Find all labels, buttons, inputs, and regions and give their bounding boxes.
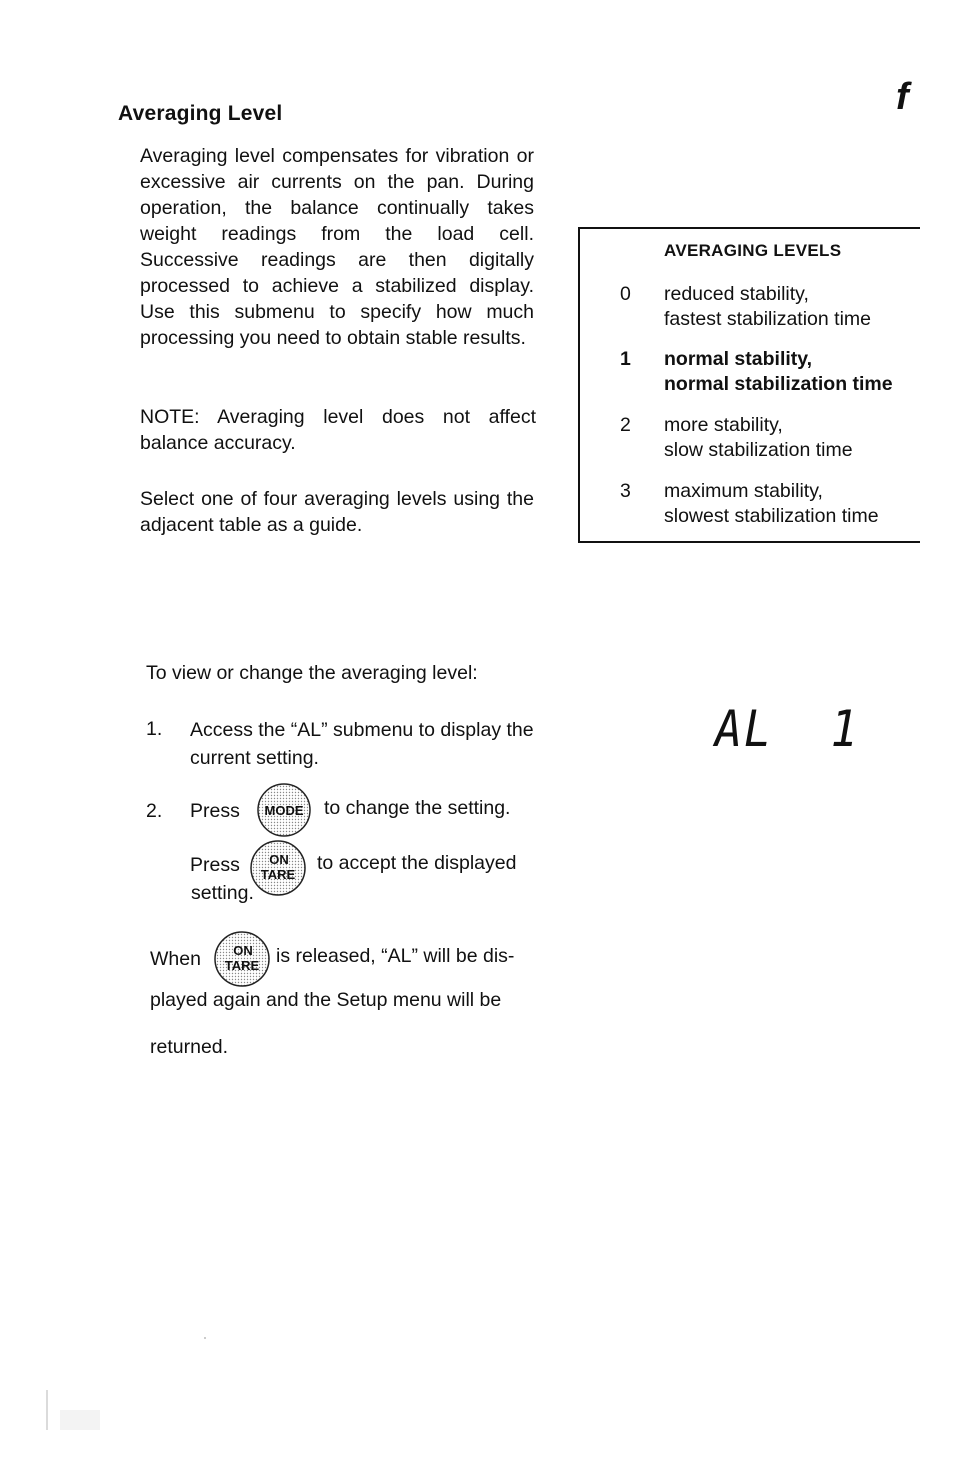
mode-button-icon (255, 782, 313, 843)
step-text: to accept the displayed (317, 852, 517, 874)
press-label: Press (190, 800, 240, 822)
svg-text:MODE: MODE (264, 803, 304, 818)
level-description: more stability, slow stabilization time (664, 414, 853, 461)
step-number: 1. (146, 718, 163, 740)
svg-text:ON: ON (233, 943, 253, 958)
when-text: is released, “AL” will be dis- (276, 945, 515, 967)
level-description: maximum stability, slowest stabilization time (664, 480, 879, 527)
when-text: returned. (150, 1036, 229, 1058)
step-text: to change the setting. (324, 797, 511, 819)
procedure-lead: To view or change the averaging level: (146, 662, 478, 684)
scan-artifact (46, 1390, 48, 1430)
step-text: setting. (191, 882, 254, 904)
on-tare-button-icon (249, 839, 307, 902)
scan-artifact (60, 1410, 100, 1430)
svg-text:TARE: TARE (224, 958, 260, 973)
press-label: Press (190, 854, 240, 876)
when-text: played again and the Setup menu will be (150, 989, 502, 1011)
svg-text:ON: ON (269, 852, 289, 867)
step-text: Access the “AL” submenu to display the current setting. (190, 719, 534, 769)
scan-artifact (204, 1337, 206, 1339)
level-number: 2 (620, 414, 631, 436)
svg-text:TARE: TARE (260, 867, 296, 882)
level-number: 3 (620, 480, 631, 502)
note-paragraph: NOTE: Averaging level does not affect balance accuracy. (140, 406, 536, 454)
when-label: When (150, 948, 201, 970)
averaging-levels-table (578, 227, 920, 543)
step-number: 2. (146, 800, 163, 822)
level-number: 1 (620, 348, 631, 370)
level-number: 0 (620, 283, 631, 305)
intro-paragraph: Averaging level compensates for vibration or excessive air currents on the pan. During operation, the balance continually takes weight readings from the load cell. Successive readings are then digitally processed to achieve a stabilized display. Use this submenu to specify how much processing you need to obtain stable results. (140, 145, 534, 349)
on-tare-button-icon (213, 930, 271, 993)
level-description: normal stability, normal stabilization time (664, 348, 893, 395)
lcd-display: AL 1 (715, 700, 860, 758)
page-title: Averaging Level (118, 102, 283, 125)
level-description: reduced stability, fastest stabilization time (664, 283, 872, 330)
select-paragraph: Select one of four averaging levels using the adjacent table as a guide. (140, 488, 534, 536)
corner-mark: f (896, 76, 909, 118)
table-title: AVERAGING LEVELS (664, 241, 842, 260)
